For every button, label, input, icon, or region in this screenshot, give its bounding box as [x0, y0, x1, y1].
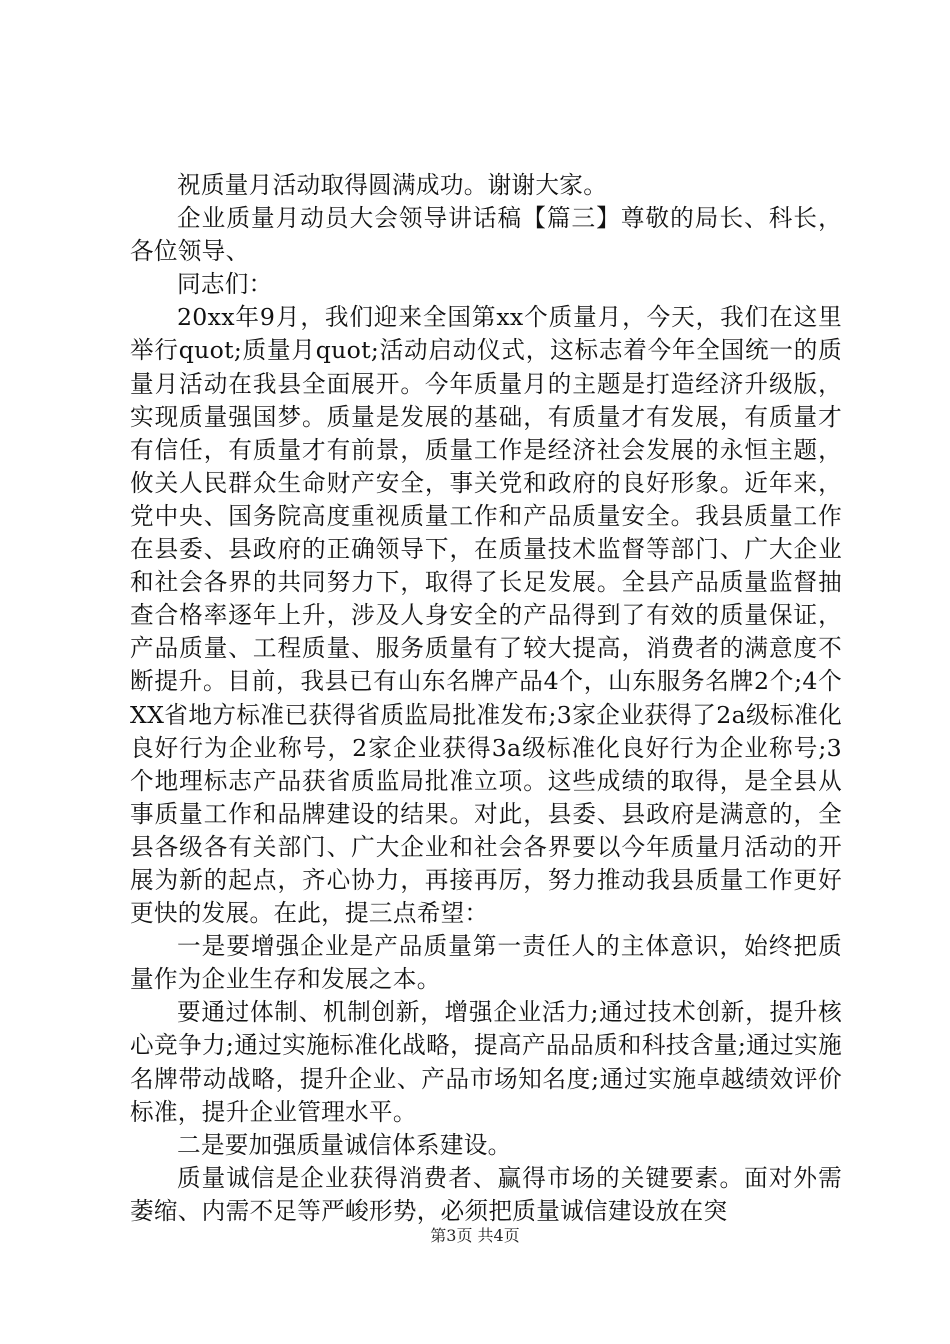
paragraph-salutation: 同志们：: [177, 270, 273, 299]
paragraph-hope-one-detail: 要通过体制、机制创新，增强企业活力;通过技术创新，提升核心竞争力;通过实施标准化战略，提高产品品质和科技含量;通过实施名牌带动战略，提升企业、产品市场知名度;通过实施卓越绩效评价标准，提升企业管理水平。: [130, 998, 842, 1126]
paragraph-hope-two-detail: 质量诚信是企业获得消费者、赢得市场的关键要素。面对外需萎缩、内需不足等严峻形势，必须把质量诚信建设放在突: [130, 1163, 842, 1225]
paragraph-hope-two: 二是要加强质量诚信体系建设。: [177, 1130, 512, 1159]
paragraph-main: 20xx年9月，我们迎来全国第xx个质量月，今天，我们在这里举行quot;质量月quot;活动启动仪式，这标志着今年全国统一的质量月活动在我县全面展开。今年质量月的主题是打造经济升级版，实现质量强国梦。质量是发展的基础，有质量才有发展，有质量才有信任，有质量才有前景，质量工作是经济社会发展的永恒主题，攸关人民群众生命财产安全，事关党和政府的良好形象。近年来，党中央、国务院高度重视质量工作和产品质量安全。我县质量工作在县委、县政府的正确领导下，在质量技术监督等部门、广大企业和社会各界的共同努力下，取得了长足发展。全县产品质量监督抽查合格率逐年上升，涉及人身安全的产品得到了有效的质量保证，产品质量、工程质量、服务质量有了较大提高，消费者的满意度不断提升。目前，我县已有山东名牌产品4个，山东服务名牌2个;4个XX省地方标准已获得省质监局批准发布;3家企业获得了2a级标准化良好行为企业称号，2家企业获得3a级标准化良好行为企业称号;3个地理标志产品获省质监局批准立项。这些成绩的取得，是全县从事质量工作和品牌建设的结果。对此，县委、县政府是满意的，全县各级各有关部门、广大企业和社会各界要以今年质量月活动的开展为新的起点，齐心协力，再接再厉，努力推动我县质量工作更好更快的发展。在此，提三点希望：: [130, 303, 842, 928]
paragraph-closing: 祝质量月活动取得圆满成功。谢谢大家。: [177, 171, 608, 199]
page-footer: 第3页 共4页: [430, 1226, 520, 1245]
paragraph-speech-title: 企业质量月动员大会领导讲话稿【篇三】尊敬的局长、科长，各位领导、: [130, 204, 842, 266]
paragraph-hope-one: 一是要增强企业是产品质量第一责任人的主体意识，始终把质量作为企业生存和发展之本。: [130, 932, 842, 994]
document-body: [130, 169, 842, 1228]
